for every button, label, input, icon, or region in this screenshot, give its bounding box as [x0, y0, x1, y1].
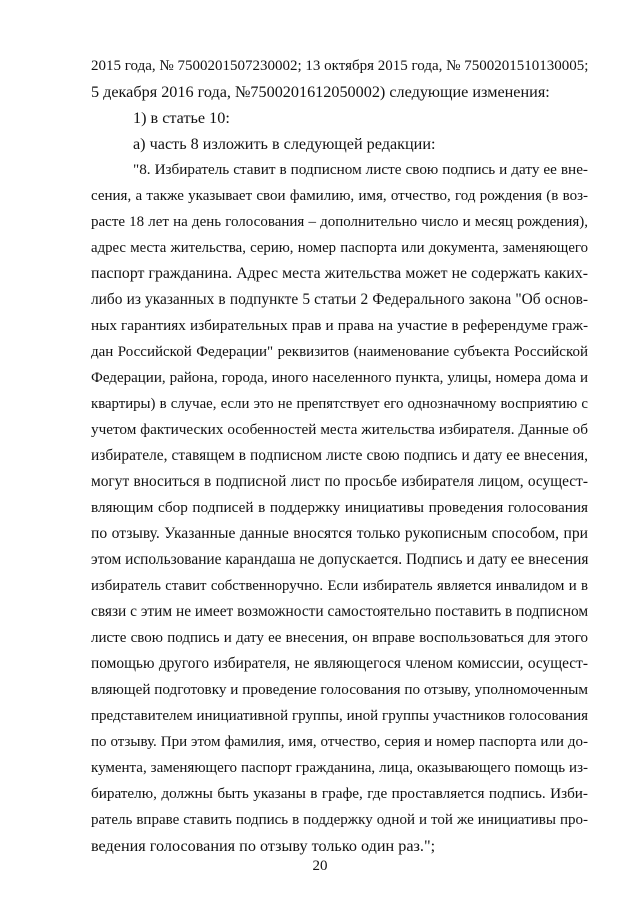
text-line: ных гарантиях избирательных прав и права на участие в референдуме граж-: [91, 317, 588, 334]
text-line: 2015 года, № 7500201507230002; 13 октября 2015 года, № 7500201510130005;: [91, 58, 589, 74]
text-line: вляющим сбор подписей в поддержку инициативы проведения голосования: [91, 499, 588, 516]
page-number: 20: [312, 858, 328, 874]
text-line: Федерации, района, города, иного населенного пункта, улицы, номера дома и: [91, 370, 588, 386]
text-line: ратель вправе ставить подпись в поддержку одной и той же инициативы про-: [91, 812, 588, 828]
text-line: либо из указанных в подпункте 5 статьи 2 Федерального закона "Об основ-: [91, 291, 588, 308]
text-line: сения, а также указывает свои фамилию, имя, отчество, год рождения (в воз-: [91, 188, 588, 204]
text-line: квартиры) в случае, если это не препятствует его однозначному восприятию с: [91, 396, 588, 412]
text-line: ведения голосования по отзыву только один раз.";: [91, 837, 436, 855]
text-line: представителем инициативной группы, иной группы участников голосования: [91, 708, 588, 724]
text-line: расте 18 лет на день голосования – дополнительно число и месяц рождения),: [91, 214, 588, 230]
text-line: дан Российской Федерации" реквизитов (наименование субъекта Российской: [91, 344, 588, 360]
text-line: избирателе, ставящем в подписном листе свою подпись и дату ее внесения,: [91, 447, 588, 464]
text-line: избиратель ставит собственноручно. Если избиратель является инвалидом и в: [91, 578, 588, 594]
text-line: по отзыву. Указанные данные вносятся только рукописным способом, при: [91, 525, 588, 542]
text-line: паспорт гражданина. Адрес места жительства может не содержать каких-: [91, 265, 588, 282]
text-line: могут вноситься в подписной лист по просьбе избирателя лицом, осущест-: [91, 473, 588, 490]
text-line: 5 декабря 2016 года, №7500201612050002) следующие изменения:: [91, 83, 550, 101]
text-line: связи с этим не имеет возможности самостоятельно поставить в подписном: [91, 603, 589, 620]
text-line: вляющей подготовку и проведение голосования по отзыву, уполномоченным: [91, 681, 588, 698]
text-line: этом использование карандаша не допускается. Подпись и дату ее внесения: [91, 551, 589, 568]
text-line: 1) в статье 10:: [133, 109, 230, 127]
text-line: а) часть 8 изложить в следующей редакции:: [133, 135, 436, 153]
text-line: бирателю, должны быть указаны в графе, где проставляется подпись. Изби-: [91, 785, 588, 802]
text-line: "8. Избиратель ставит в подписном листе свою подпись и дату ее вне-: [133, 161, 588, 178]
text-line: помощью другого избирателя, не являющегося членом комиссии, осущест-: [91, 655, 588, 672]
text-line: учетом фактических особенностей места жительства избирателя. Данные об: [91, 421, 588, 438]
text-line: кумента, заменяющего паспорт гражданина, лица, оказывающего помощь из-: [91, 760, 588, 776]
text-line: листе свою подпись и дату ее внесения, он вправе воспользоваться для этого: [91, 630, 588, 646]
text-line: адрес места жительства, серию, номер паспорта или документа, заменяющего: [91, 240, 588, 256]
text-line: по отзыву. При этом фамилия, имя, отчество, серия и номер паспорта или до-: [91, 734, 588, 750]
